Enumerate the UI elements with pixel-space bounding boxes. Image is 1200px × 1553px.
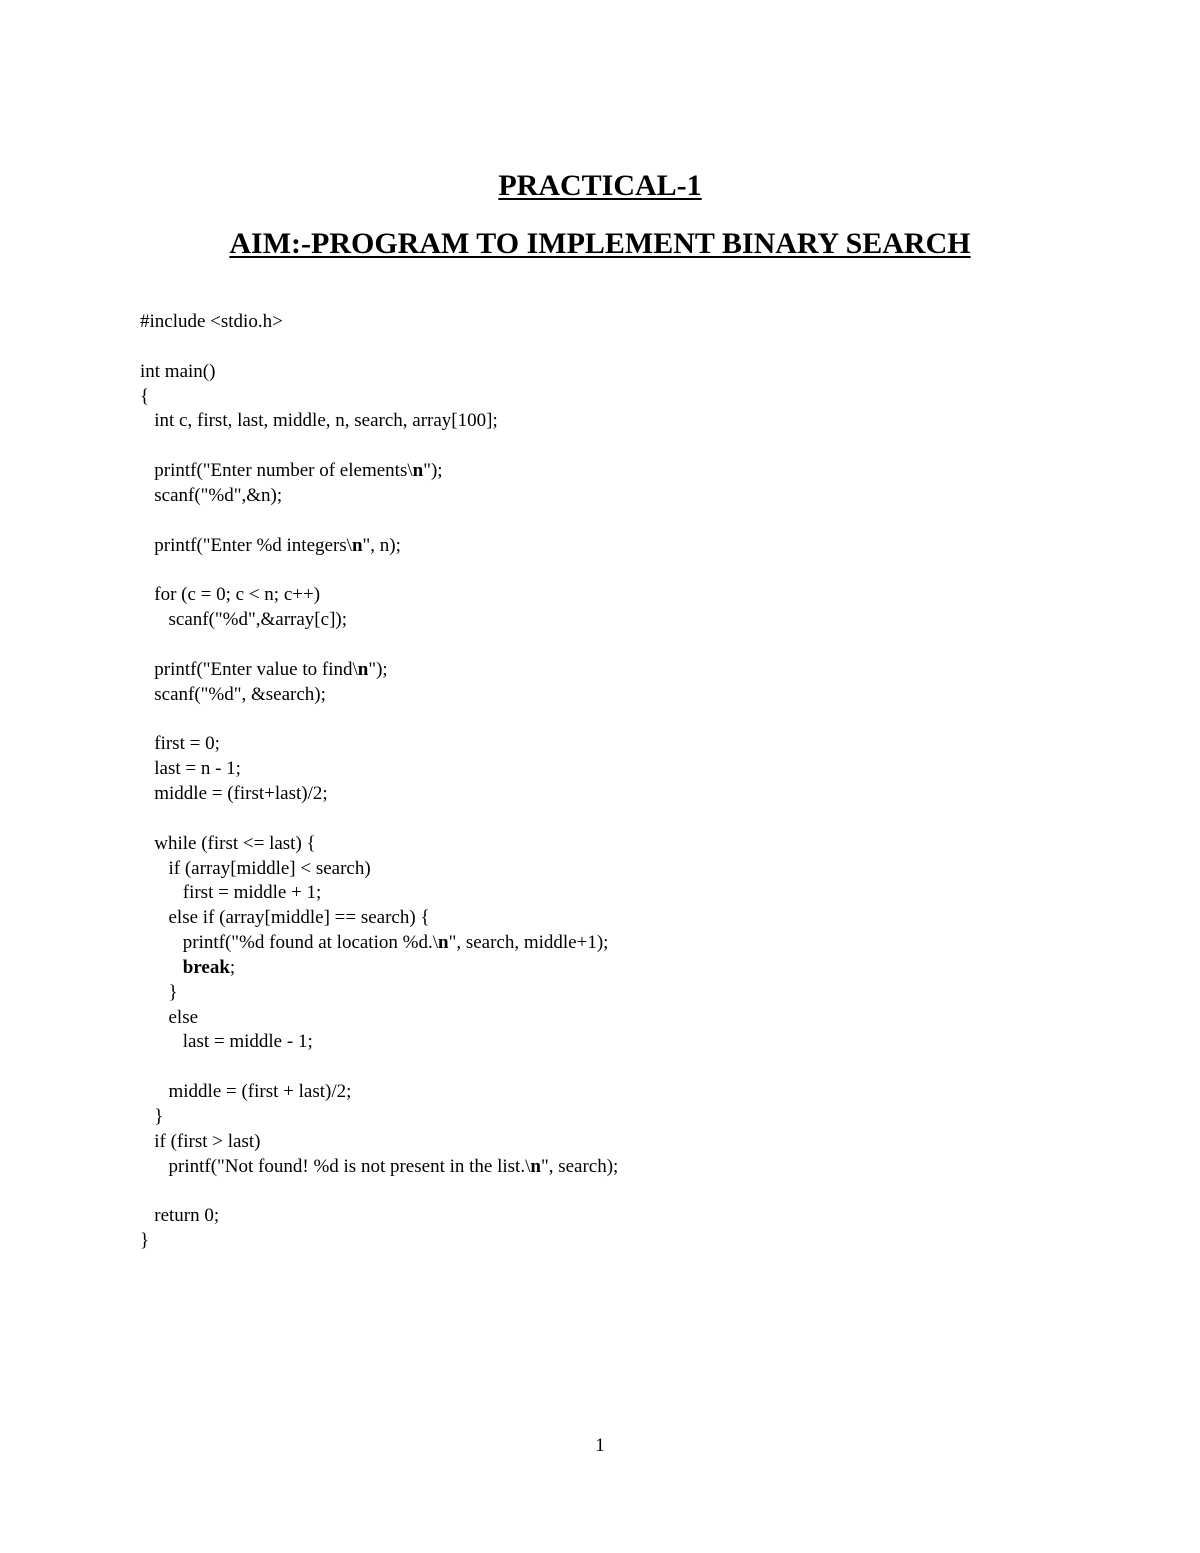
code-line: if (array[middle] < search) (140, 857, 371, 879)
code-line (140, 1180, 1140, 1205)
page-number: 1 (595, 1435, 605, 1456)
code-line (140, 434, 1140, 459)
code-line: printf("%d found at location %d.\n", search, middle+1); (140, 932, 609, 954)
code-line: { (140, 385, 150, 407)
code-line: while (first <= last) { (140, 832, 316, 854)
aim-heading: AIM:-PROGRAM TO IMPLEMENT BINARY SEARCH (229, 227, 971, 260)
code-line: int c, first, last, middle, n, search, array[100]; (140, 410, 498, 432)
code-line: } (140, 1230, 150, 1252)
code-line: #include <stdio.h> (140, 311, 283, 332)
code-line (140, 633, 1140, 658)
code-line: printf("Enter number of elements\n"); (140, 460, 443, 482)
code-line: int main() (140, 360, 216, 382)
code-line: for (c = 0; c < n; c++) (140, 584, 321, 606)
code-line: if (first > last) (140, 1130, 261, 1152)
code-line: break; (182, 956, 236, 978)
code-line (140, 807, 1140, 832)
code-line: printf("Enter %d integers\n", n); (140, 534, 401, 556)
code-line (140, 509, 1140, 534)
code-listing (140, 310, 1140, 1254)
code-line: first = middle + 1; (140, 882, 322, 904)
code-line: printf("Enter value to find\n"); (140, 658, 388, 680)
code-line: return 0; (140, 1205, 220, 1227)
code-line: else if (array[middle] == search) { (140, 907, 430, 929)
page-title: PRACTICAL-1 (498, 169, 702, 202)
code-line: last = middle - 1; (140, 1031, 313, 1053)
code-line: last = n - 1; (140, 758, 241, 780)
code-line: middle = (first + last)/2; (140, 1081, 352, 1103)
code-line: } (140, 1106, 164, 1127)
code-line (140, 708, 1140, 733)
code-line: printf("Not found! %d is not present in the list.\n", search); (140, 1155, 619, 1177)
code-line: } (140, 981, 178, 1003)
code-line: scanf("%d", &search); (140, 683, 326, 705)
code-line: scanf("%d",&array[c]); (140, 609, 347, 631)
code-line: else (140, 1006, 199, 1028)
code-line: scanf("%d",&n); (140, 484, 283, 506)
code-line: middle = (first+last)/2; (140, 783, 328, 805)
code-line (140, 335, 1140, 360)
code-line (140, 558, 1140, 583)
code-line (140, 1055, 1140, 1080)
code-line: first = 0; (140, 733, 220, 755)
